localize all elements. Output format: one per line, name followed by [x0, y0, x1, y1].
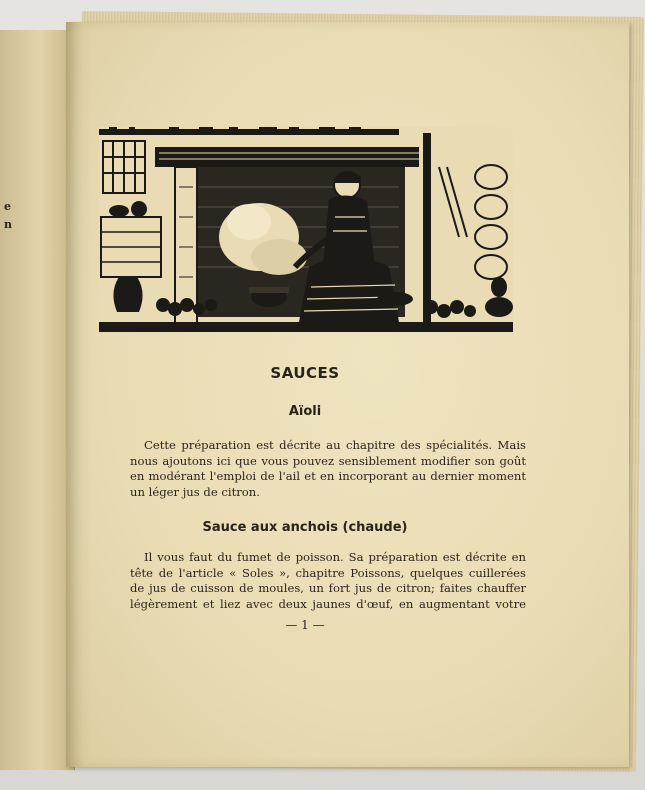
- section-title: SAUCES: [270, 364, 340, 382]
- book-page: [66, 22, 629, 767]
- recipe-paragraph: [130, 438, 526, 500]
- kitchen-woodcut-illustration: [99, 127, 513, 332]
- recipe-title: Aïoli: [288, 404, 322, 419]
- recipe-title: Sauce aux anchois (chaude): [202, 520, 408, 535]
- page-number: — 1 —: [285, 618, 325, 632]
- paragraph-line: un léger jus de citron.: [130, 484, 260, 499]
- paragraph-line: légèrement et liez avec deux jaunes d'œuf, en augmentant votre: [130, 596, 526, 611]
- paragraph-line: Il vous faut du fumet de poisson. Sa préparation est décrite en: [144, 550, 526, 564]
- facing-page-fragment: n: [4, 218, 12, 231]
- paragraph-line: Cette préparation est décrite au chapitre des spécialités. Mais: [144, 438, 526, 452]
- paragraph-line: de jus de cuisson de moules, un fort jus de citron; faites chauffer: [130, 581, 526, 596]
- facing-page: [0, 30, 75, 770]
- paragraph-line: tête de l'article « Soles », chapitre Poissons, quelques cuillerées: [130, 565, 526, 580]
- recipe-paragraph: [130, 550, 526, 612]
- paragraph-line: nous ajoutons ici que vous pouvez sensiblement modifier son goût: [130, 453, 526, 468]
- paragraph-line: en modérant l'emploi de l'ail et en incorporant au dernier moment: [130, 469, 526, 484]
- facing-page-fragment: e: [4, 200, 11, 213]
